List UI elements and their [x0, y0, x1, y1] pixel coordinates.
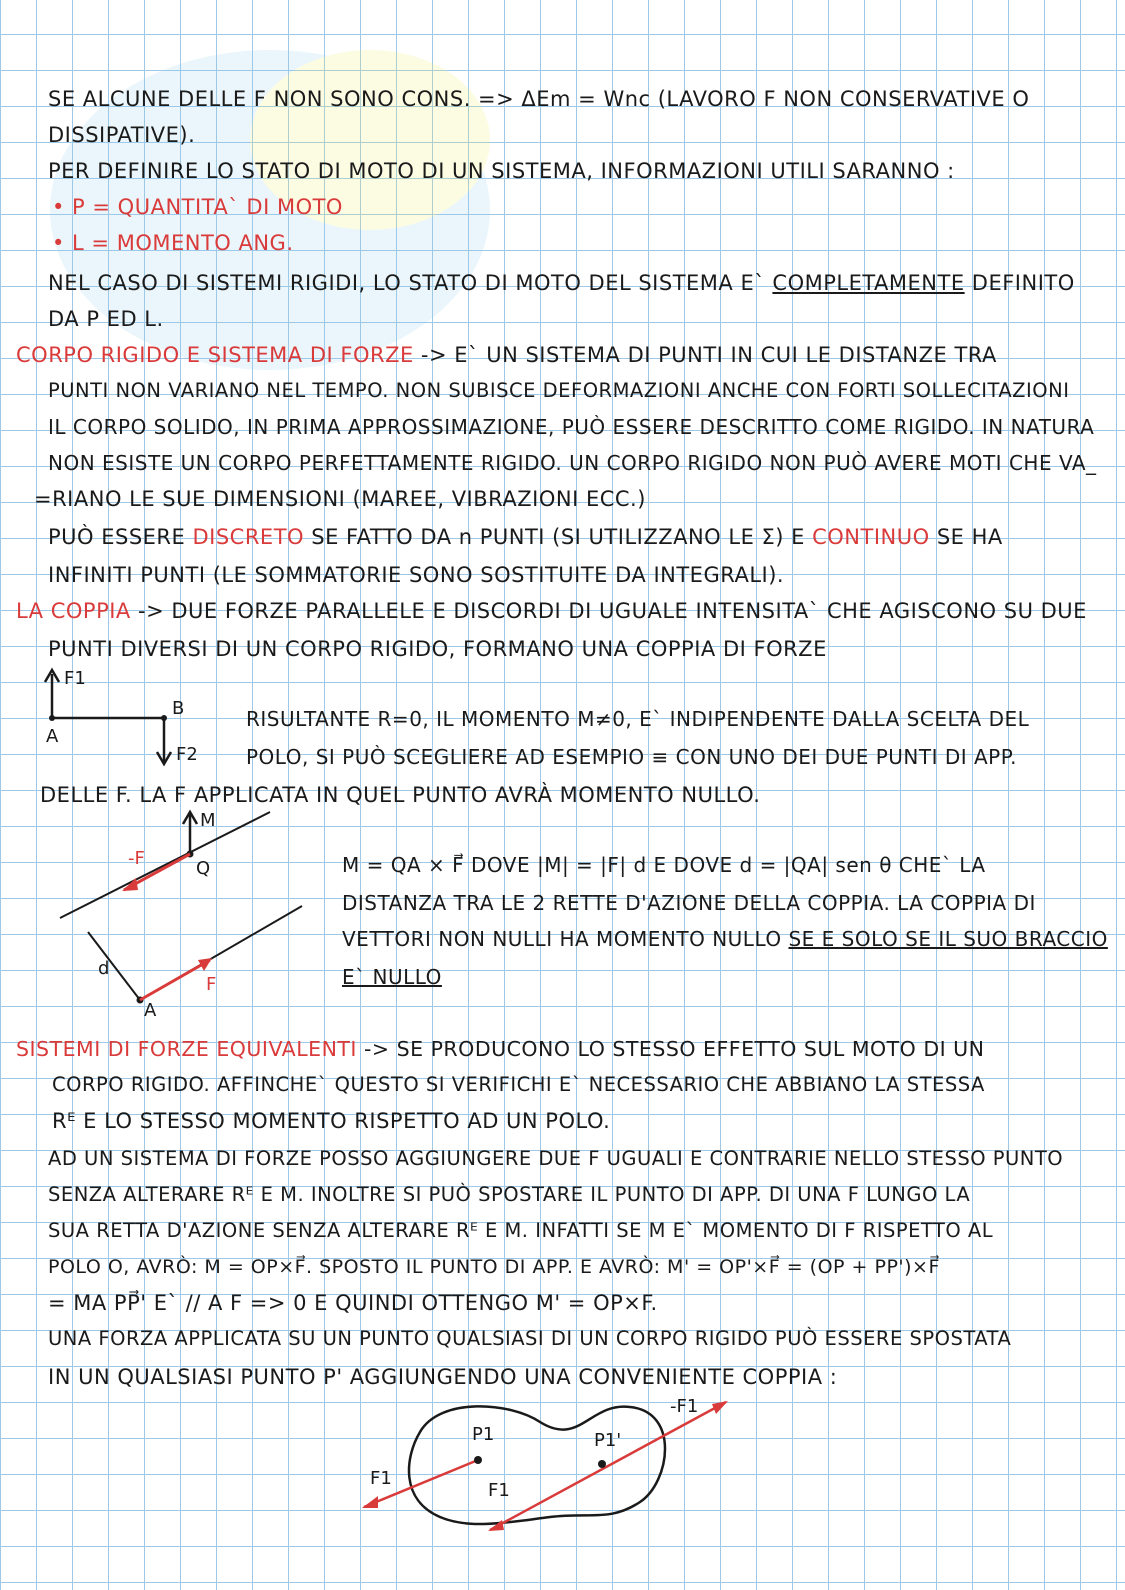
heading-corpo-rigido: CORPO RIGIDO E SISTEMA DI FORZE -> E` UN SISTEMA DI PUNTI IN CUI LE DISTANZE TRA — [16, 343, 997, 367]
label-q: Q — [196, 858, 211, 879]
text-line-2: DISSIPATIVE). — [48, 123, 196, 147]
text-line-12: =RIANO LE SUE DIMENSIONI (MAREE, VIBRAZIONI ECC.) — [34, 487, 646, 511]
text-line-13: PUÒ ESSERE DISCRETO SE FATTO DA n PUNTI (SI UTILIZZANO LE Σ) E CONTINUO SE HA — [48, 525, 1003, 549]
text-line-28: SENZA ALTERARE Rᴱ E M. INOLTRE SI PUÒ SPOSTARE IL PUNTO DI APP. DI UNA F LUNGO LA — [48, 1183, 971, 1206]
label-a: A — [144, 1000, 157, 1021]
label-f1-bottom: F1 — [488, 1480, 510, 1501]
label-f2: F2 — [176, 744, 198, 765]
label-m: M — [200, 810, 216, 831]
text-line-16: PUNTI DIVERSI DI UN CORPO RIGIDO, FORMANO UNA COPPIA DI FORZE — [48, 637, 827, 661]
text-line-25: CORPO RIGIDO. AFFINCHE` QUESTO SI VERIFICHI E` NECESSARIO CHE ABBIANO LA STESSA — [52, 1073, 985, 1096]
text-line-22: VETTORI NON NULLI HA MOMENTO NULLO SE E SOLO SE IL SUO BRACCIO — [342, 927, 1108, 951]
label-neg-f: -F — [128, 848, 145, 869]
label-f1: F1 — [64, 668, 86, 689]
text-line-19: DELLE F. LA F APPLICATA IN QUEL PUNTO AVRÀ MOMENTO NULLO. — [40, 783, 761, 807]
label-p1-prime: P1' — [594, 1430, 622, 1451]
text-line-17: RISULTANTE R=0, IL MOMENTO M≠0, E` INDIPENDENTE DALLA SCELTA DEL — [246, 707, 1030, 731]
text-line-31: = MA PP⃗' E` // A F => 0 E QUINDI OTTENGO M' = OP×F. — [48, 1291, 658, 1315]
text-line-3: PER DEFINIRE LO STATO DI MOTO DI UN SISTEMA, INFORMAZIONI UTILI SARANNO : — [48, 159, 955, 183]
text-line-21: DISTANZA TRA LE 2 RETTE D'AZIONE DELLA COPPIA. LA COPPIA DI — [342, 891, 1036, 915]
text-line-9: PUNTI NON VARIANO NEL TEMPO. NON SUBISCE DEFORMAZIONI ANCHE CON FORTI SOLLECITAZIONI — [48, 379, 1070, 402]
text-line-11: NON ESISTE UN CORPO PERFETTAMENTE RIGIDO. UN CORPO RIGIDO NON PUÒ AVERE MOTI CHE VA_ — [48, 451, 1097, 475]
text-line-10: IL CORPO SOLIDO, IN PRIMA APPROSSIMAZIONE, PUÒ ESSERE DESCRITTO COME RIGIDO. IN NATURA — [48, 415, 1095, 439]
bullet-quantita-moto: • P = QUANTITA` DI MOTO — [52, 195, 343, 219]
text-line-14: INFINITI PUNTI (LE SOMMATORIE SONO SOSTITUITE DA INTEGRALI). — [48, 563, 785, 587]
text-line-23: E` NULLO — [342, 965, 442, 989]
text-line-29: SUA RETTA D'AZIONE SENZA ALTERARE Rᴱ E M. INFATTI SE M E` MOMENTO DI F RISPETTO AL — [48, 1219, 994, 1242]
label-d: d — [98, 958, 110, 979]
label-point-a: A — [46, 726, 59, 747]
couple-diagram — [40, 662, 200, 772]
text-line-1: SE ALCUNE DELLE F NON SONO CONS. => ΔEm = Wnc (LAVORO F NON CONSERVATIVE O — [48, 87, 1030, 111]
text-line-30: POLO O, AVRÒ: M = OP×F⃗. SPOSTO IL PUNTO DI APP. E AVRÒ: M' = OP'×F⃗ = (OP + PP')×F⃗ — [48, 1256, 940, 1278]
text-line-27: AD UN SISTEMA DI FORZE POSSO AGGIUNGERE DUE F UGUALI E CONTRARIE NELLO STESSO PUNTO — [48, 1147, 1064, 1170]
text-line-18: POLO, SI PUÒ SCEGLIERE AD ESEMPIO ≡ CON UNO DEI DUE PUNTI DI APP. — [246, 745, 1018, 769]
text-line-33: IN UN QUALSIASI PUNTO P' AGGIUNGENDO UNA CONVENIENTE COPPIA : — [48, 1365, 838, 1389]
bullet-momento-ang: • L = MOMENTO ANG. — [52, 231, 294, 255]
text-line-6: NEL CASO DI SISTEMI RIGIDI, LO STATO DI MOTO DEL SISTEMA E` COMPLETAMENTE DEFINITO — [48, 271, 1075, 295]
label-f: F — [206, 974, 217, 995]
label-p1: P1 — [472, 1424, 495, 1445]
text-line-32: UNA FORZA APPLICATA SU UN PUNTO QUALSIASI DI UN CORPO RIGIDO PUÒ ESSERE SPOSTATA — [48, 1327, 1012, 1350]
rigid-body-diagram — [350, 1392, 750, 1542]
text-line-7: DA P ED L. — [48, 307, 164, 331]
heading-sistemi-equivalenti: SISTEMI DI FORZE EQUIVALENTI -> SE PRODUCONO LO STESSO EFFETTO SUL MOTO DI UN — [16, 1037, 985, 1061]
label-point-b: B — [172, 698, 185, 719]
text-line-20: M = QA × F⃗ DOVE |M| = |F| d E DOVE d = |QA| sen θ CHE` LA — [342, 853, 986, 877]
label-f1-left: F1 — [370, 1468, 392, 1489]
label-neg-f1: -F1 — [670, 1396, 699, 1417]
moment-diagram — [40, 808, 330, 1021]
text-line-26: Rᴱ E LO STESSO MOMENTO RISPETTO AD UN POLO. — [52, 1109, 611, 1133]
heading-la-coppia: LA COPPIA -> DUE FORZE PARALLELE E DISCORDI DI UGUALE INTENSITA` CHE AGISCONO SU DUE — [16, 599, 1087, 623]
